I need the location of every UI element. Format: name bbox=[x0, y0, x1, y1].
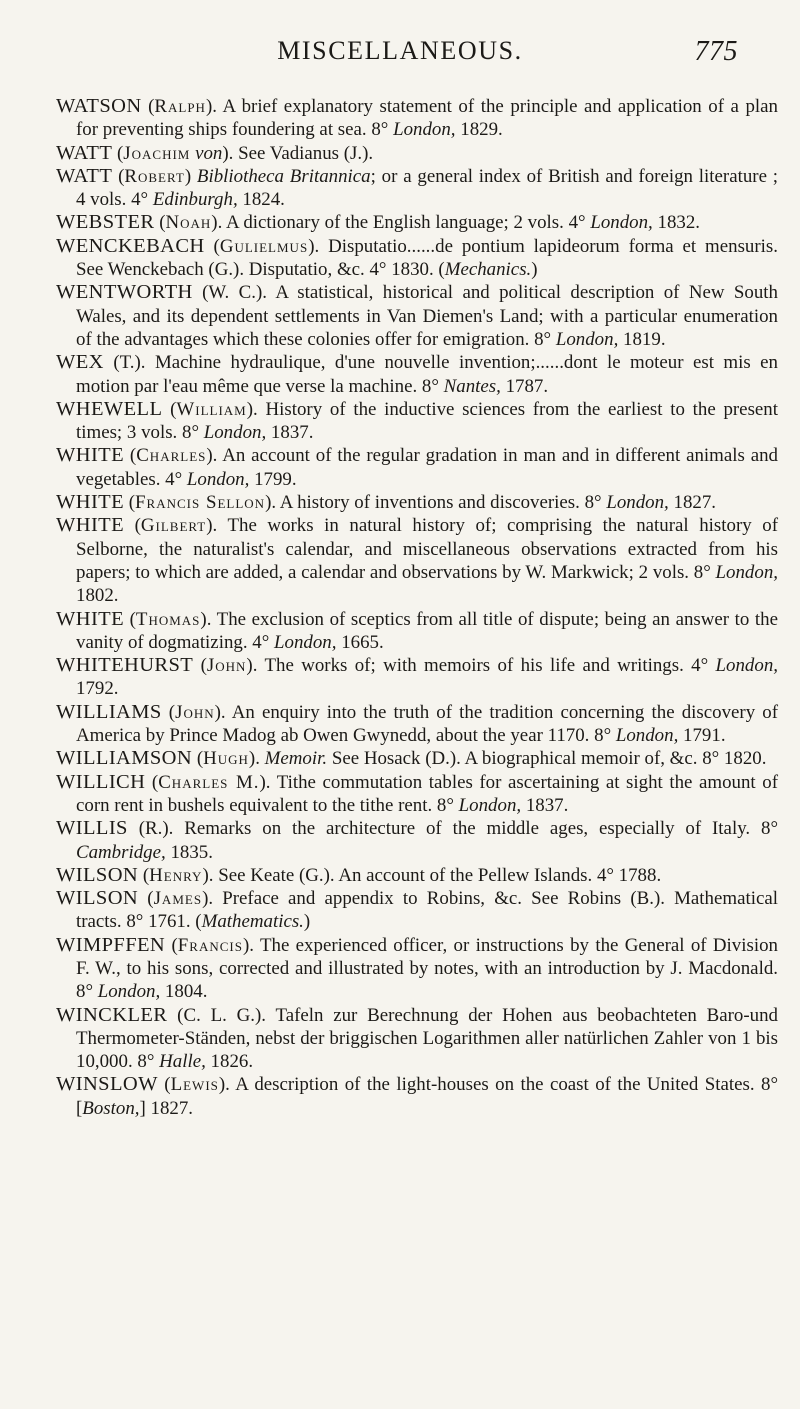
entry-text: See Vadianus (J.). bbox=[238, 142, 374, 164]
catalogue-entry: WEX (T.). Machine hydraulique, d'une nouvelle invention;......dont le moteur est mis en motion par l'eau même que verse la machine. 8° Nantes, 1787. bbox=[56, 351, 778, 397]
entry-text: 1665. bbox=[336, 631, 384, 653]
entry-text: 1837. bbox=[266, 422, 314, 444]
entry-forename: John bbox=[206, 655, 247, 677]
entry-surname: WILLIAMS bbox=[56, 700, 162, 723]
catalogue-entry: WHITEHURST (John). The works of; with memoirs of his life and writings. 4° London, 1792. bbox=[56, 654, 778, 700]
entry-forename: Ralph bbox=[154, 96, 206, 117]
entry-surname: WIMPFFEN bbox=[56, 933, 166, 956]
entry-italic-text: London, bbox=[458, 794, 522, 816]
entry-text: 1799. bbox=[249, 468, 297, 490]
catalogue-entry: WILLIAMSON (Hugh). Memoir. See Hosack (D.). A biographical memoir of, &c. 8° 1820. bbox=[56, 747, 767, 770]
entry-surname: WHITE bbox=[56, 444, 125, 467]
catalogue-entry: WENTWORTH (W. C.). A statistical, historical and political description of New South Wales, and its dependent settlements in Van Diemen's Land; with a particular enumeration of the advantages which these colonies offer for emigration. 8° London, 1819. bbox=[56, 281, 778, 350]
entry-surname: WILSON bbox=[56, 863, 139, 886]
entry-italic-text: London, bbox=[590, 212, 653, 234]
entry-text: The works in natural history of; comprising the natural history of Selborne, the naturalist's calendar, and miscellaneous observations extracted from his papers; to which are added, a calendar and observations by W. Markwick; 2 vols. 8° bbox=[76, 515, 779, 583]
entry-text: 1802. bbox=[76, 585, 119, 607]
entry-text: A brief explanatory statement of the principle and application of a plan for preventing ships foundering at sea. 8° bbox=[76, 96, 779, 141]
entry-surname: WHITE bbox=[56, 607, 125, 630]
catalogue-entry: WHITE (Gilbert). The works in natural history of; comprising the natural history of Selborne, the naturalist's calendar, and miscellaneous observations extracted from his papers; to which are added, a calendar and observations by W. Markwick; 2 vols. 8° London, 1802. bbox=[56, 514, 779, 607]
entry-forename: Robert bbox=[124, 165, 185, 187]
entry-italic-text: London, bbox=[203, 422, 267, 444]
catalogue-entry: WATT (Robert) Bibliotheca Britannica; or a general index of British and foreign literature ; 4 vols. 4° Edinburgh, 1824. bbox=[56, 164, 779, 211]
entry-surname: WILLIAMSON bbox=[56, 747, 193, 770]
entry-forename: Thomas bbox=[135, 608, 201, 630]
entry-forename: James bbox=[153, 888, 203, 910]
entry-text: History of the inductive sciences from the earliest to the present times; 3 vols. 8° bbox=[76, 398, 778, 444]
entry-text: ) bbox=[531, 259, 538, 281]
entry-italic-text: London, bbox=[97, 981, 161, 1003]
catalogue-entry: WHITE (Thomas). The exclusion of sceptics from all title of dispute; being an answer to the vanity of dogmatizing. 4° London, 1665. bbox=[56, 607, 778, 653]
entry-forename: R. bbox=[145, 818, 163, 840]
entry-text: A dictionary of the English language; 2 vols. 4° bbox=[226, 212, 591, 234]
entry-text: An enquiry into the truth of the tradition concerning the discovery of America by Prince Madog ab Owen Gwynedd, about the year 1170. 8° bbox=[76, 701, 778, 747]
catalogue-entries bbox=[56, 95, 778, 1120]
catalogue-entry: WINCKLER (C. L. G.). Tafeln zur Berechnung der Hohen aus beobachteten Baro-und Thermometer-Ständen, nebst der briggischen Logarithmen aller natürlichen Zahler von 1 bis 10,000. 8° Halle, 1826. bbox=[56, 1003, 778, 1073]
entry-forename: Hugh bbox=[203, 748, 249, 770]
entry-surname: WILLIS bbox=[56, 817, 128, 840]
entry-surname: WHITE bbox=[56, 491, 125, 514]
entry-surname: WILSON bbox=[56, 887, 139, 910]
entry-forename-particle: von bbox=[195, 142, 223, 164]
entry-italic-text: London, bbox=[393, 119, 456, 141]
entry-surname: WENCKEBACH bbox=[56, 234, 205, 257]
entry-text: 1826. bbox=[205, 1051, 254, 1073]
entry-forename: Charles M. bbox=[158, 771, 260, 793]
entry-text: 1835. bbox=[165, 841, 213, 863]
entry-italic-text: London, bbox=[186, 468, 250, 490]
entry-text: A description of the light-houses on the coast of the United States. 8° [ bbox=[76, 1074, 778, 1119]
entry-forename: William bbox=[176, 398, 247, 420]
entry-italic-text: Cambridge, bbox=[76, 841, 166, 863]
entry-italic-text: London, bbox=[555, 328, 619, 350]
catalogue-entry: WATT (Joachim von). See Vadianus (J.). bbox=[56, 141, 374, 164]
entry-italic-text: Boston, bbox=[82, 1097, 140, 1119]
catalogue-entry: WENCKEBACH (Gulielmus). Disputatio......de pontium lapideorum forma et mensuris. See Wenckebach (G.). Disputatio, &c. 4° 1830. (Mechanics.) bbox=[56, 234, 778, 281]
entry-text: The exclusion of sceptics from all title of dispute; being an answer to the vanity of dogmatizing. 4° bbox=[76, 608, 778, 653]
entry-forename: John bbox=[175, 701, 215, 723]
catalogue-entry: WILSON (James). Preface and appendix to Robins, &c. See Robins (B.). Mathematical tracts. 8° 1761. (Mathematics.) bbox=[56, 887, 778, 933]
entry-text: 1819. bbox=[618, 328, 666, 350]
page-number: 775 bbox=[694, 36, 738, 67]
entry-text: The works of; with memoirs of his life and writings. 4° bbox=[264, 655, 716, 677]
catalogue-entry: WHITE (Francis Sellon). A history of inventions and discoveries. 8° London, 1827. bbox=[56, 491, 717, 514]
entry-forename: Charles bbox=[136, 445, 207, 467]
entry-text: A statistical, historical and political description of New South Wales, and its dependent settlements in Van Diemen's Land; with a particular enumeration of the advantages which these colonies offer for emigration. 8° bbox=[76, 282, 778, 350]
entry-italic-text: London, bbox=[715, 561, 778, 583]
entry-italic-text: London, bbox=[606, 492, 669, 514]
entry-forename: Gilbert bbox=[140, 515, 207, 537]
entry-forename: Joachim bbox=[123, 142, 191, 164]
entry-text: Disputatio......de pontium lapideorum forma et mensuris. See Wenckebach (G.). Disputatio, &c. 4° 1830. ( bbox=[76, 235, 778, 281]
entry-surname: WATT bbox=[56, 164, 113, 187]
entry-italic-text: Mechanics. bbox=[444, 259, 532, 281]
entry-surname: WATT bbox=[56, 141, 113, 164]
entry-text: 1791. bbox=[678, 725, 726, 747]
entry-forename: Noah bbox=[165, 212, 212, 234]
catalogue-entry: WEBSTER (Noah). A dictionary of the English language; 2 vols. 4° London, 1832. bbox=[56, 211, 701, 234]
entry-forename: T. bbox=[119, 352, 135, 374]
entry-text: Machine hydraulique, d'une nouvelle invention;......dont le moteur est mis en motion par l'eau même que verse la machine. 8° bbox=[76, 352, 778, 397]
entry-surname: WEX bbox=[56, 351, 104, 374]
entry-forename: Gulielmus bbox=[219, 235, 309, 257]
catalogue-entry: WILLICH (Charles M.). Tithe commutation tables for ascertaining at sight the amount of corn rent in bushels equivalent to the tithe rent. 8° London, 1837. bbox=[56, 770, 778, 816]
entry-surname: WHEWELL bbox=[56, 397, 163, 420]
entry-text: The experienced officer, or instructions by the General of Division F. W., to his sons, corrected and illustrated by notes, with an introduction by J. Macdonald. 8° bbox=[76, 934, 778, 1003]
page-header bbox=[0, 36, 800, 76]
entry-text: 1827. bbox=[668, 492, 717, 514]
entry-text: 1787. bbox=[500, 375, 549, 397]
entry-italic-text: Bibliotheca Britannica bbox=[196, 165, 371, 187]
catalogue-entry: WHEWELL (William). History of the inductive sciences from the earliest to the present times; 3 vols. 8° London, 1837. bbox=[56, 397, 778, 444]
entry-italic-text: Mathematics. bbox=[201, 911, 304, 933]
entry-forename: W. C. bbox=[208, 282, 256, 304]
entry-surname: WEBSTER bbox=[56, 211, 155, 234]
entry-text: Tafeln zur Berechnung der Hohen aus beobachteten Baro-und Thermometer-Ständen, nebst der briggischen Logarithmen aller natürlichen Zahler von 1 bis 10,000. 8° bbox=[76, 1004, 778, 1073]
entry-surname: WHITEHURST bbox=[56, 654, 194, 677]
entry-italic-text: Edinburgh, bbox=[152, 189, 238, 211]
catalogue-entry: WIMPFFEN (Francis). The experienced officer, or instructions by the General of Division F. W., to his sons, corrected and illustrated by notes, with an introduction by J. Macdonald. 8° London, 1804. bbox=[56, 933, 778, 1003]
running-head: MISCELLANEOUS. bbox=[277, 36, 523, 65]
entry-text: A history of inventions and discoveries. 8° bbox=[279, 492, 607, 514]
entry-text: 1837. bbox=[521, 794, 569, 816]
entry-forename: C. L. G. bbox=[183, 1004, 255, 1026]
entry-surname: WHITE bbox=[56, 514, 125, 537]
entry-italic-text: Halle, bbox=[159, 1051, 206, 1073]
entry-text: Preface and appendix to Robins, &c. See Robins (B.). Mathematical tracts. 8° 1761. ( bbox=[76, 888, 778, 933]
entry-text: Remarks on the architecture of the middle ages, especially of Italy. 8° bbox=[184, 818, 779, 840]
entry-forename: Henry bbox=[149, 864, 203, 886]
entry-surname: WENTWORTH bbox=[56, 281, 193, 304]
entry-text: ; or a general index of British and foreign literature ; 4 vols. 4° bbox=[76, 165, 779, 211]
entry-surname: WILLICH bbox=[56, 770, 146, 793]
entry-text: ) bbox=[303, 911, 311, 933]
catalogue-entry: WHITE (Charles). An account of the regular gradation in man and in different animals and vegetables. 4° London, 1799. bbox=[56, 444, 779, 490]
entry-forename: Francis Sellon bbox=[135, 492, 266, 514]
entry-text: ] 1827. bbox=[139, 1097, 194, 1119]
entry-text: 1829. bbox=[455, 119, 503, 141]
entry-surname: WINSLOW bbox=[56, 1073, 158, 1096]
entry-italic-text: Memoir. bbox=[264, 748, 328, 770]
catalogue-entry: WILLIS (R.). Remarks on the architecture of the middle ages, especially of Italy. 8° Cambridge, 1835. bbox=[56, 817, 779, 863]
catalogue-entry: WATSON (Ralph). A brief explanatory statement of the principle and application of a plan for preventing ships foundering at sea. 8° London, 1829. bbox=[56, 95, 779, 141]
entry-forename: Francis bbox=[177, 934, 243, 956]
entry-italic-text: London, bbox=[715, 655, 778, 677]
entry-text: 1824. bbox=[237, 189, 285, 211]
entry-surname: WATSON bbox=[56, 95, 142, 117]
entry-italic-text: London, bbox=[615, 725, 679, 747]
entry-text: 1832. bbox=[652, 212, 701, 234]
entry-surname: WINCKLER bbox=[56, 1003, 168, 1026]
entry-text: An account of the regular gradation in man and in different animals and vegetables. 4° bbox=[76, 445, 779, 490]
entry-italic-text: London, bbox=[274, 631, 337, 653]
entry-text: See Hosack (D.). A biographical memoir of, &c. 8° 1820. bbox=[327, 748, 767, 770]
catalogue-entry: WILLIAMS (John). An enquiry into the truth of the tradition concerning the discovery of America by Prince Madog ab Owen Gwynedd, about the year 1170. 8° London, 1791. bbox=[56, 700, 778, 747]
catalogue-entry: WINSLOW (Lewis). A description of the light-houses on the coast of the United States. 8° [Boston,] 1827. bbox=[56, 1073, 778, 1119]
entry-text: 1792. bbox=[76, 678, 119, 700]
entry-text: Tithe commutation tables for ascertaining at sight the amount of corn rent in bushels equivalent to the tithe rent. 8° bbox=[76, 771, 778, 816]
entry-text: See Keate (G.). An account of the Pellew Islands. 4° 1788. bbox=[218, 864, 662, 886]
entry-forename: Lewis bbox=[170, 1074, 219, 1096]
entry-text: 1804. bbox=[160, 981, 208, 1003]
catalogue-entry: WILSON (Henry). See Keate (G.). An account of the Pellew Islands. 4° 1788. bbox=[56, 863, 662, 886]
entry-italic-text: Nantes, bbox=[443, 375, 501, 397]
